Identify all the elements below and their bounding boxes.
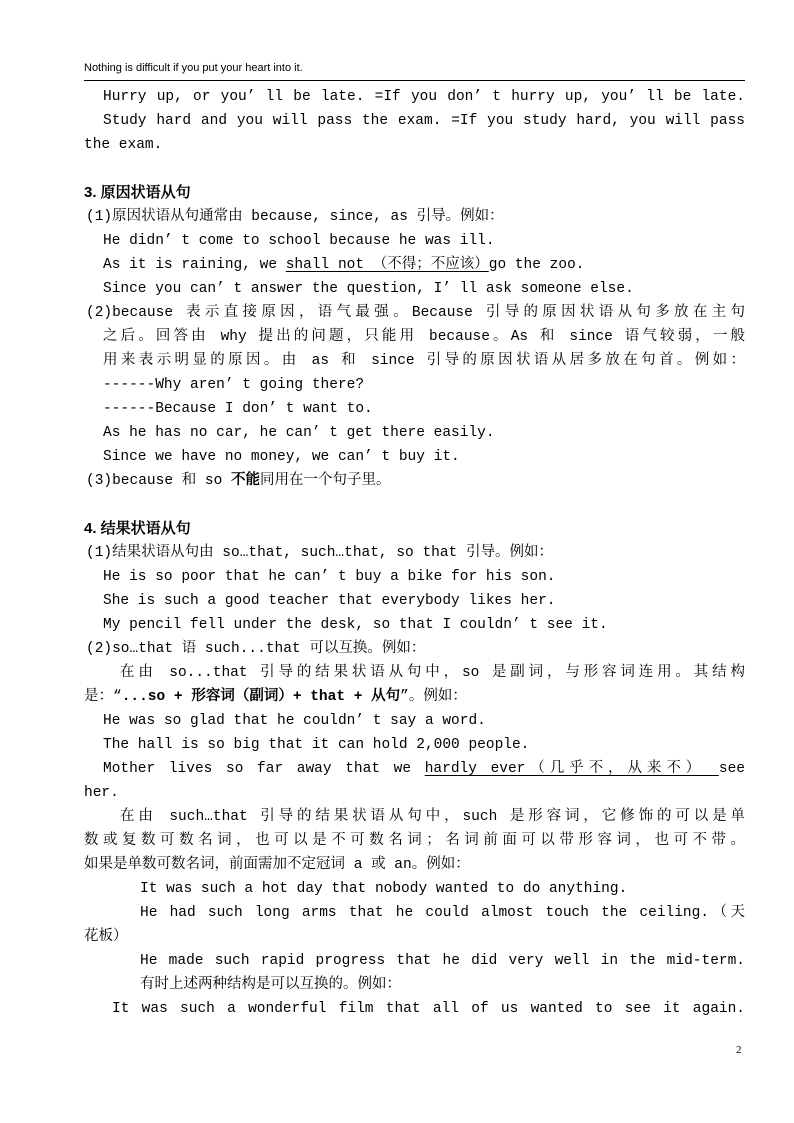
page-content <box>84 85 745 1021</box>
example-sentence: He is so poor that he can’ t buy a bike for his son. <box>103 569 556 585</box>
rule-point-continuation: 之后。回答由 why 提出的问题，只能用 because。As 和 since 语气较弱，一般 <box>103 329 745 345</box>
underlined-phrase: shall not （不得；不应该） <box>285 257 489 273</box>
example-sentence-continuation: 花板） <box>84 929 128 945</box>
example-sentence <box>84 757 745 781</box>
rule-point <box>84 469 745 493</box>
section-heading-cause-clause: 3. 原因状语从句 <box>84 184 191 201</box>
underlined-phrase: hardly ever（几乎不，从来不） <box>424 761 719 777</box>
example-sentence: He made such rapid progress that he did very well in the mid-term. <box>140 953 745 969</box>
example-text: go the zoo. <box>488 257 585 273</box>
example-sentence: Since you can’ t answer the question, I’ ll ask someone else. <box>103 281 634 297</box>
explanation-paragraph: 有时上述两种结构是可以互换的。例如： <box>140 977 401 993</box>
header-motto: Nothing is difficult if you put your heart into it. <box>84 62 303 74</box>
explanation-paragraph: 在由 so...that 引导的结果状语从句中，so 是副词，与形容词连用。其结构 <box>120 665 745 681</box>
example-sentence: It was such a hot day that nobody wanted to do anything. <box>140 881 628 897</box>
blank-line <box>84 493 745 517</box>
header-divider <box>84 80 745 81</box>
example-text: see <box>718 761 745 777</box>
rule-point: (1)结果状语从句由 so…that, such…that, so that 引导。例如： <box>86 545 553 561</box>
example-sentence <box>84 253 745 277</box>
dialogue-line: ------Why aren’ t going there? <box>103 377 365 393</box>
explanation-text: ”。例如： <box>400 689 467 705</box>
explanation-text: 是：“ <box>84 689 122 705</box>
example-sentence: The hall is so big that it can hold 2,000 people. <box>103 737 530 753</box>
rule-point-continuation: 用来表示明显的原因。由 as 和 since 引导的原因状语从居多放在句首。例如： <box>103 353 745 369</box>
explanation-paragraph: 数或复数可数名词，也可以是不可数名词；名词前面可以带形容词，也可不带。 <box>84 833 745 849</box>
example-sentence-continuation: her. <box>84 785 119 801</box>
example-sentence: He had such long arms that he could almost touch the ceiling.（天 <box>140 905 745 921</box>
emphasis-text: 不能 <box>231 473 261 489</box>
blank-line <box>84 157 745 181</box>
example-sentence: He didn’ t come to school because he was ill. <box>103 233 495 249</box>
example-sentence: As he has no car, he can’ t get there easily. <box>103 425 495 441</box>
explanation-paragraph <box>84 685 745 709</box>
example-sentence: She is such a good teacher that everybody likes her. <box>103 593 556 609</box>
example-sentence: Study hard and you will pass the exam. =If you study hard, you will pass <box>103 113 745 129</box>
example-sentence: Since we have no money, we can’ t buy it. <box>103 449 460 465</box>
example-sentence: It was such a wonderful film that all of us wanted to see it again. <box>112 1001 745 1017</box>
example-sentence: He was so glad that he couldn’ t say a word. <box>103 713 486 729</box>
example-sentence-continuation: the exam. <box>84 137 163 153</box>
example-sentence: Hurry up, or you’ ll be late. =If you don’ t hurry up, you’ ll be late. <box>103 89 745 105</box>
rule-text: 同用在一个句子里。 <box>260 473 391 489</box>
example-text: As it is raining, we <box>103 257 286 273</box>
page-number: 2 <box>736 1044 742 1056</box>
example-sentence: My pencil fell under the desk, so that I couldn’ t see it. <box>103 617 608 633</box>
section-heading-result-clause: 4. 结果状语从句 <box>84 520 191 537</box>
explanation-paragraph: 如果是单数可数名词，前面需加不定冠词 a 或 an。例如： <box>84 857 470 873</box>
explanation-paragraph: 在由 such…that 引导的结果状语从句中，such 是形容词，它修饰的可以是单 <box>120 809 745 825</box>
rule-point: (1)原因状语从句通常由 because, since, as 引导。例如： <box>86 209 504 225</box>
rule-text: (3)because 和 so <box>86 473 232 489</box>
rule-point: (2)because 表示直接原因，语气最强。Because 引导的原因状语从句多放在主句 <box>86 305 745 321</box>
structure-formula: ...so + 形容词（副词）+ that + 从句 <box>121 689 401 705</box>
rule-point: (2)so…that 语 such...that 可以互换。例如： <box>86 641 426 657</box>
dialogue-line: ------Because I don’ t want to. <box>103 401 373 417</box>
example-text: Mother lives so far away that we <box>103 761 425 777</box>
